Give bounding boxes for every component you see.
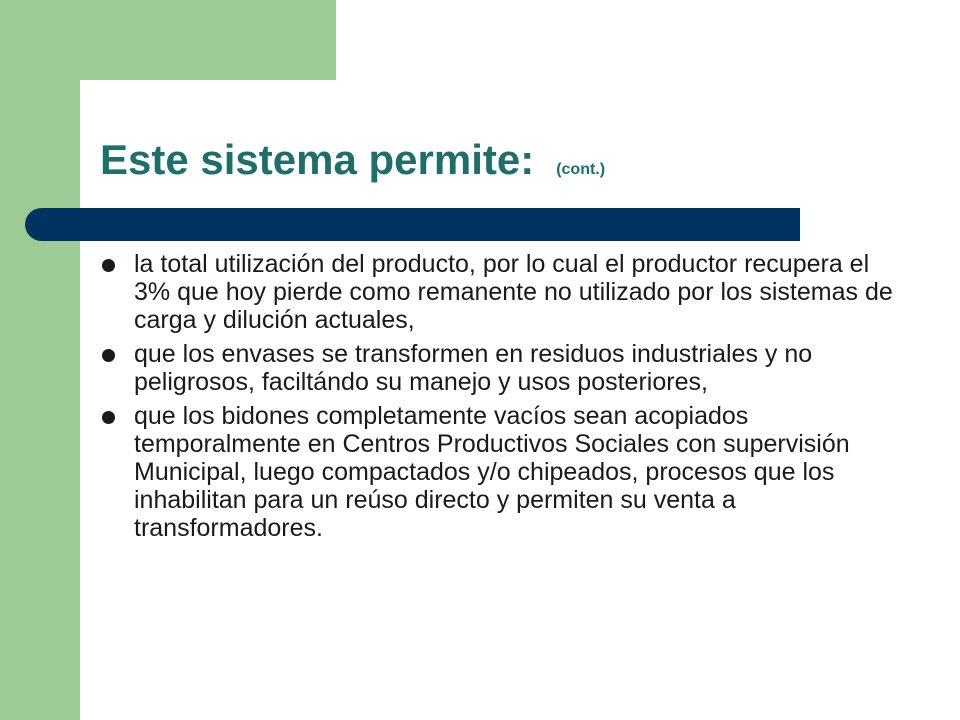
bullet-list [100,250,900,548]
title-underline-bar [25,208,800,241]
bullet-item [100,340,900,396]
bullet-dot-icon [102,259,115,272]
slide-subtitle: (cont.) [556,161,606,178]
slide-title-text: Este sistema permite: [100,136,535,183]
bullet-item [100,250,900,334]
bullet-item [100,402,900,542]
bullet-text: la total utilización del producto, por lo cual el productor recupera el 3% que hoy pierde como remanente no utilizado por los sistemas de carga y dilución actuales, [134,250,893,334]
bullet-text: que los bidones completamente vacíos sean acopiados temporalmente en Centros Productivos Sociales con supervisión Municipal, luego compactados y/o chipeados, procesos que los inhabilitan para un reúso directo y permiten su venta a transformadores. [134,402,850,542]
bullet-dot-icon [102,411,115,424]
slide-title [100,134,605,196]
green-top-block [0,0,336,80]
bullet-text: que los envases se transformen en residuos industriales y no peligrosos, faciltándo su manejo y usos posteriores, [134,340,813,396]
bullet-dot-icon [102,349,115,362]
green-side-column [0,0,80,720]
